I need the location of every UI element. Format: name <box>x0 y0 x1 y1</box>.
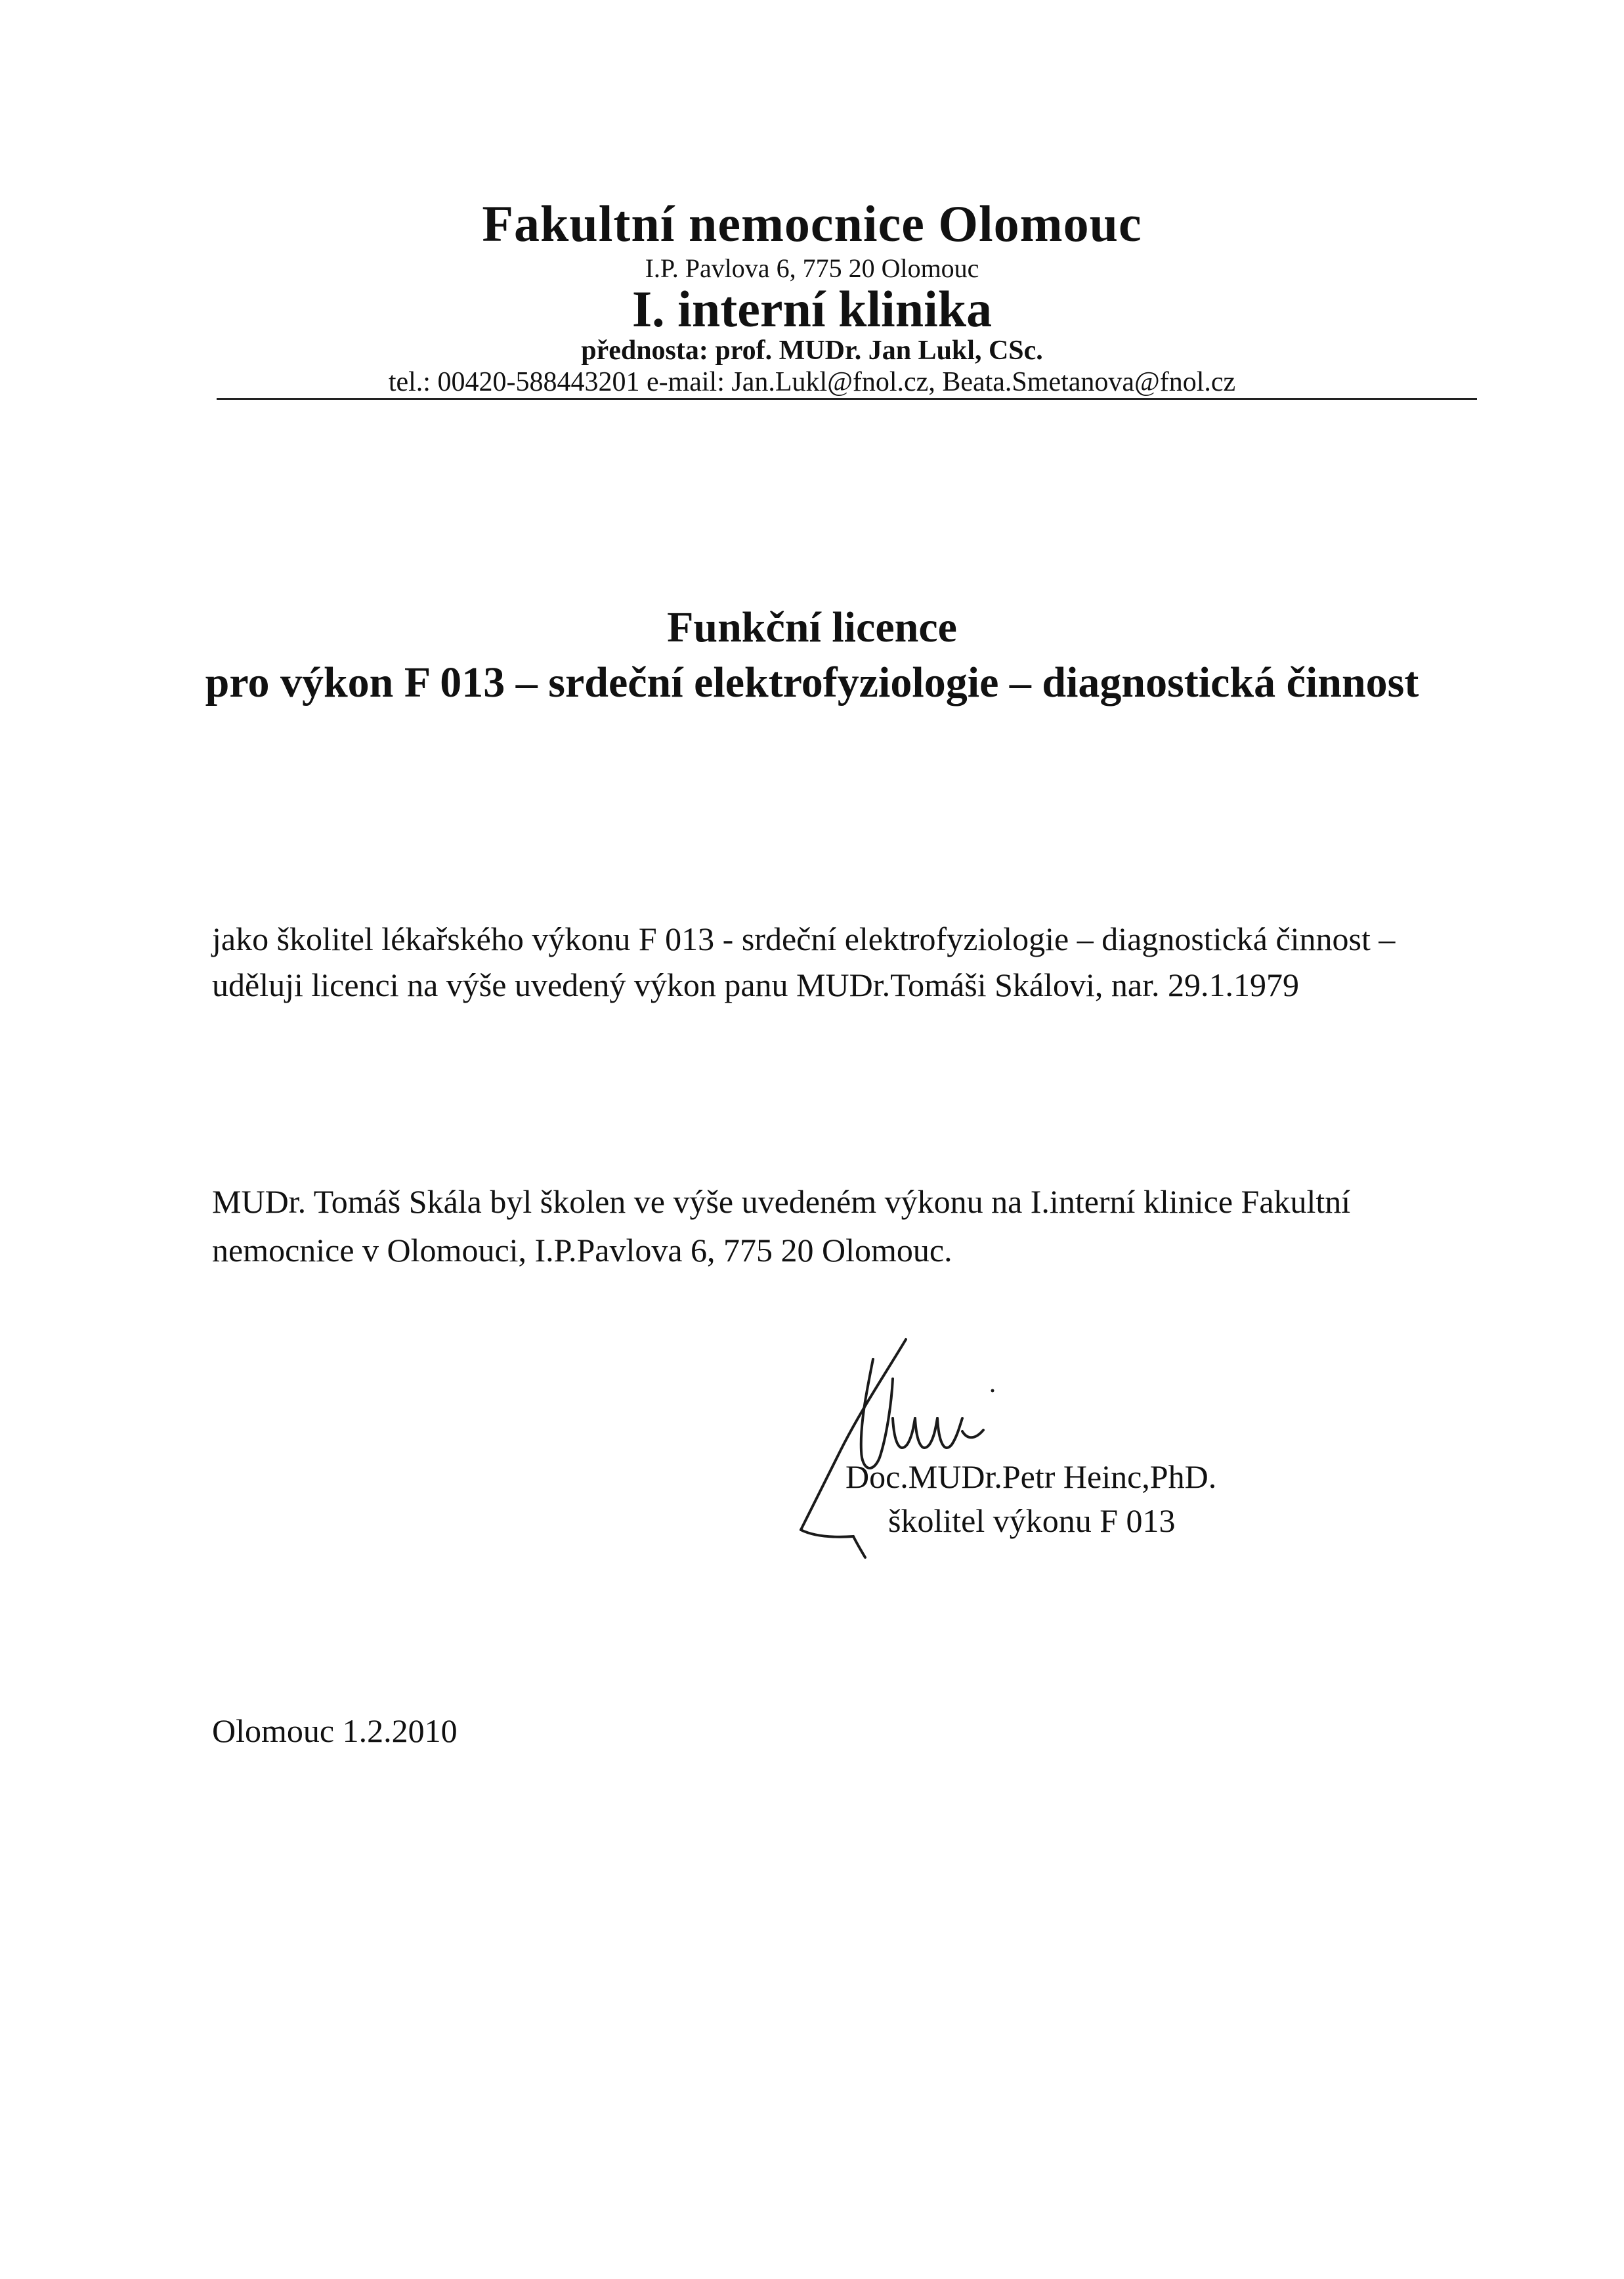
clinic-name: I. interní klinika <box>631 280 993 337</box>
signatory-role: školitel výkonu F 013 <box>888 1502 1176 1539</box>
contact-line: tel.: 00420-588443201 e-mail: Jan.Lukl@fnol.cz, Beata.Smetanova@fnol.cz <box>388 367 1236 397</box>
training-paragraph <box>212 1182 1350 1270</box>
license-paragraph <box>212 919 1395 1005</box>
place-and-date: Olomouc 1.2.2010 <box>212 1712 458 1749</box>
header-divider <box>217 398 1477 400</box>
document-title: Funkční licence <box>667 603 957 651</box>
head-of-clinic: přednosta: prof. MUDr. Jan Lukl, CSc. <box>581 336 1043 366</box>
license-paragraph-line-2: uděluji licenci na výše uvedený výkon panu MUDr.Tomáši Skálovi, nar. 29.1.1979 <box>212 966 1299 1003</box>
signatory-name: Doc.MUDr.Petr Heinc,PhD. <box>845 1458 1217 1495</box>
document-subtitle: pro výkon F 013 – srdeční elektrofyziologie – diagnostická činnost <box>205 659 1419 706</box>
license-paragraph-line-1: jako školitel lékařského výkonu F 013 - srdeční elektrofyziologie – diagnostická činnost – <box>212 921 1396 957</box>
signatory-block <box>845 1456 1216 1541</box>
training-paragraph-line-1: MUDr. Tomáš Skála byl školen ve výše uvedeném výkonu na I.interní klinice Fakultní <box>212 1183 1351 1220</box>
hospital-name: Fakultní nemocnice Olomouc <box>482 195 1142 252</box>
training-paragraph-line-2: nemocnice v Olomouci, I.P.Pavlova 6, 775 20 Olomouc. <box>212 1232 952 1269</box>
hospital-address: I.P. Pavlova 6, 775 20 Olomouc <box>645 253 979 283</box>
